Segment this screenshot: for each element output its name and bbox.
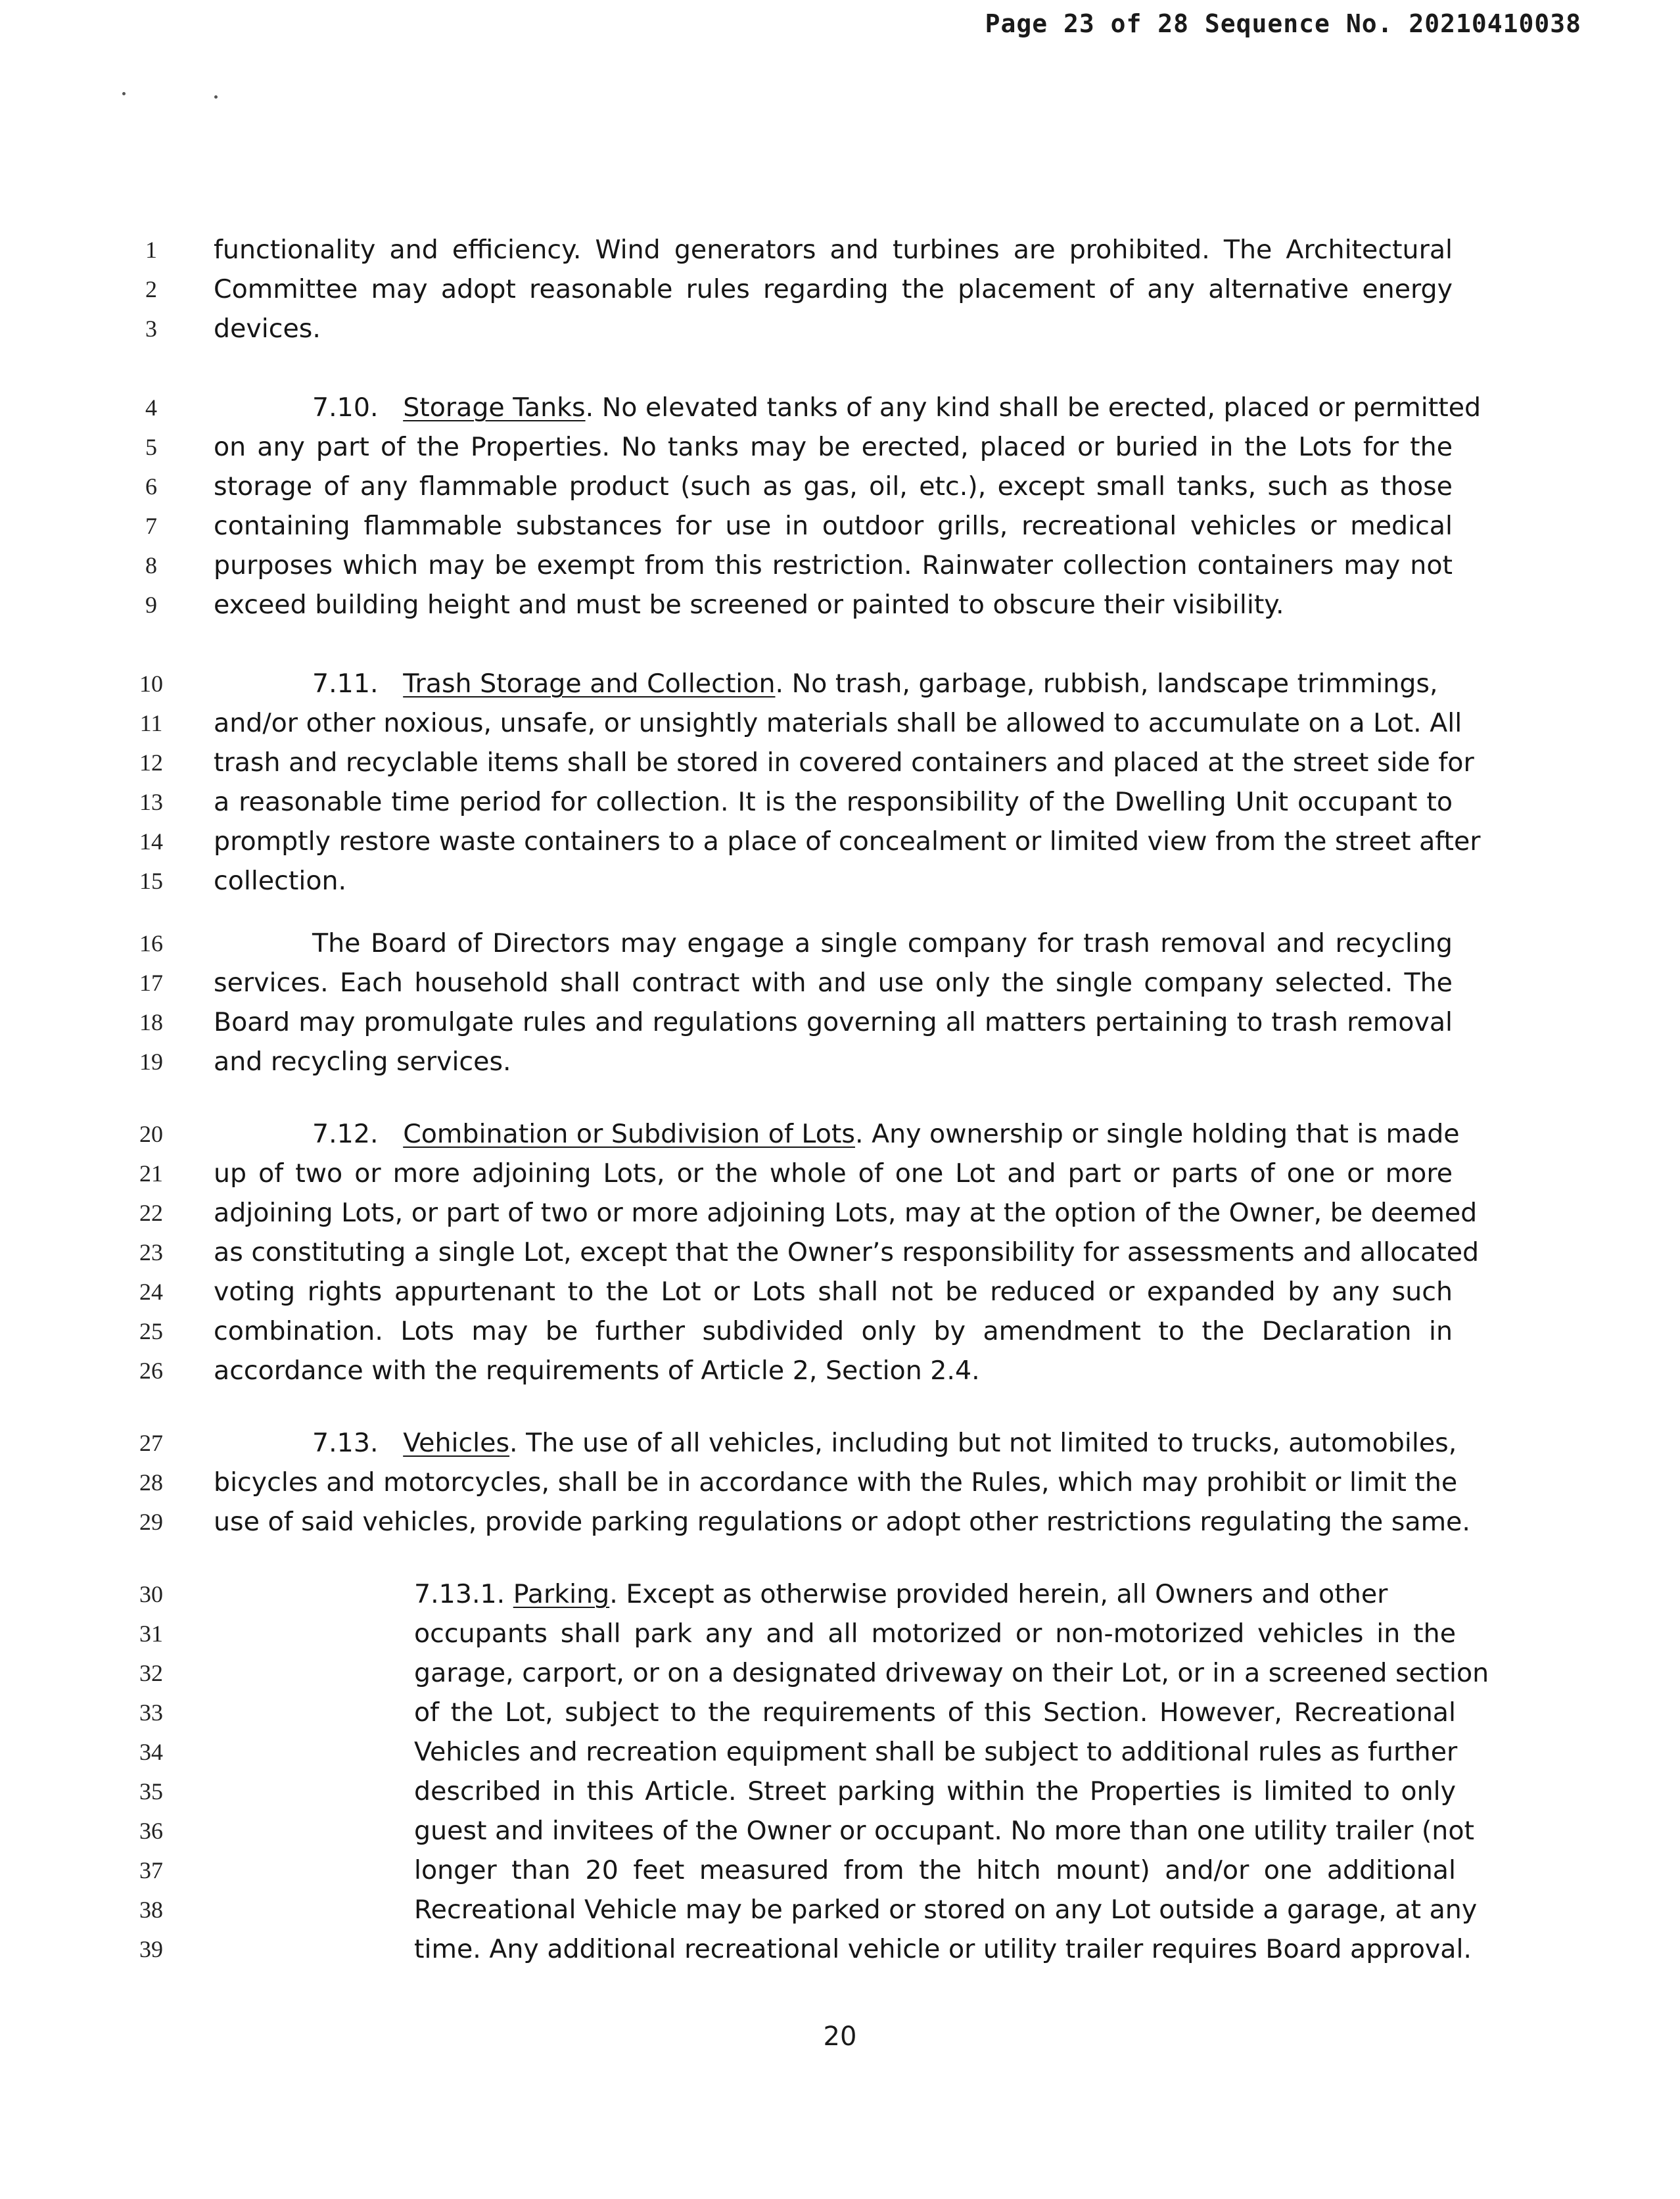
document-line [0, 1811, 1680, 1851]
line-number: 34 [139, 1739, 163, 1765]
document-line [0, 1653, 1680, 1693]
document-line [0, 1463, 1680, 1502]
line-text: devices. [214, 314, 321, 344]
document-line [0, 1502, 1680, 1542]
line-text: longer than 20 feet measured from the hitch mount) and/or one additional [414, 1855, 1456, 1885]
line-number: 23 [139, 1239, 163, 1265]
line-text: of the Lot, subject to the requirements of this Section. However, Recreational [414, 1697, 1456, 1728]
document-line [0, 1851, 1680, 1890]
document-line [0, 743, 1680, 782]
line-number: 29 [139, 1509, 163, 1535]
line-number: 26 [139, 1358, 163, 1384]
line-number: 2 [145, 276, 157, 302]
line-text: functionality and efficiency. Wind generators and turbines are prohibited. The Architectural [214, 235, 1453, 265]
document-line [0, 664, 1680, 703]
document-line [0, 963, 1680, 1003]
line-text: Committee may adopt reasonable rules regarding the placement of any alternative energy [214, 274, 1453, 304]
line-number: 25 [139, 1318, 163, 1344]
section-heading-7-10 [312, 388, 1482, 427]
document-line [0, 1890, 1680, 1929]
line-number: 10 [139, 671, 163, 697]
document-line [0, 1312, 1680, 1351]
document-line [0, 1003, 1680, 1042]
line-number: 39 [139, 1936, 163, 1962]
document-line [0, 309, 1680, 348]
document-line [0, 1423, 1680, 1463]
section-title: Parking [513, 1579, 610, 1609]
line-text: described in this Article. Street parking within the Properties is limited to only [414, 1776, 1456, 1807]
section-heading-7-11 [312, 664, 1453, 703]
line-number: 36 [139, 1818, 163, 1844]
line-number: 6 [145, 473, 157, 500]
document-line [0, 1574, 1680, 1614]
line-text: and recycling services. [214, 1047, 511, 1077]
line-number: 13 [139, 789, 163, 815]
document-line [0, 1042, 1680, 1081]
page-header: Page 23 of 28 Sequence No. 20210410038 [985, 9, 1581, 38]
line-text: adjoining Lots, or part of two or more adjoining Lots, may at the option of the Owner, be deemed [214, 1198, 1478, 1228]
document-line [0, 585, 1680, 625]
line-number: 12 [139, 749, 163, 776]
line-text: bicycles and motorcycles, shall be in accordance with the Rules, which may prohibit or limit the [214, 1467, 1458, 1498]
line-number: 19 [139, 1049, 163, 1075]
section-heading-7-13 [312, 1423, 1457, 1463]
line-text: services. Each household shall contract with and use only the single company selected. The [214, 968, 1453, 998]
document-line [0, 1929, 1680, 1969]
line-text: accordance with the requirements of Article 2, Section 2.4. [214, 1356, 980, 1386]
line-text: voting rights appurtenant to the Lot or Lots shall not be reduced or expanded by any such [214, 1277, 1453, 1307]
document-line [0, 546, 1680, 585]
line-number: 3 [145, 316, 157, 342]
document-line [0, 1614, 1680, 1653]
section-number: 7.13.1. [414, 1579, 513, 1609]
line-text: Vehicles and recreation equipment shall be subject to additional rules as further [414, 1737, 1458, 1767]
document-line [0, 467, 1680, 506]
line-number: 14 [139, 828, 163, 855]
document-line [0, 924, 1680, 963]
section-title: Combination or Subdivision of Lots [403, 1119, 855, 1149]
line-number: 4 [145, 394, 157, 421]
line-text: The Board of Directors may engage a single company for trash removal and recycling [312, 928, 1453, 958]
document-line [0, 861, 1680, 901]
document-line [0, 1114, 1680, 1154]
line-text: time. Any additional recreational vehicle or utility trailer requires Board approval. [414, 1934, 1472, 1964]
line-text: and/or other noxious, unsafe, or unsightly materials shall be allowed to accumulate on a Lot. All [214, 708, 1462, 738]
document-line [0, 506, 1680, 546]
document-line [0, 1233, 1680, 1272]
line-number: 28 [139, 1469, 163, 1496]
line-text: . No elevated tanks of any kind shall be erected, placed or permitted [585, 392, 1482, 423]
document-line [0, 782, 1680, 822]
line-text: as constituting a single Lot, except that the Owner’s responsibility for assessments and allocated [214, 1237, 1480, 1267]
line-text: Recreational Vehicle may be parked or stored on any Lot outside a garage, at any [414, 1895, 1478, 1925]
line-number: 24 [139, 1279, 163, 1305]
line-text: occupants shall park any and all motorized or non-motorized vehicles in the [414, 1619, 1456, 1649]
section-title: Vehicles [403, 1428, 510, 1458]
line-text: . The use of all vehicles, including but not limited to trucks, automobiles, [509, 1428, 1457, 1458]
section-heading-7-13-1 [414, 1574, 1456, 1614]
line-number: 27 [139, 1430, 163, 1456]
line-text: guest and invitees of the Owner or occupant. No more than one utility trailer (not [414, 1816, 1475, 1846]
document-line [0, 822, 1680, 861]
line-number: 20 [139, 1121, 163, 1147]
line-number: 22 [139, 1200, 163, 1226]
line-text: collection. [214, 866, 347, 896]
line-text: garage, carport, or on a designated driveway on their Lot, or in a screened section [414, 1658, 1489, 1688]
line-number: 21 [139, 1160, 163, 1187]
line-number: 17 [139, 970, 163, 996]
section-number: 7.12. [312, 1119, 404, 1149]
line-text: use of said vehicles, provide parking regulations or adopt other restrictions regulating the same. [214, 1507, 1470, 1537]
line-text: purposes which may be exempt from this restriction. Rainwater collection containers may not [214, 550, 1453, 580]
document-line [0, 1272, 1680, 1312]
line-number: 7 [145, 513, 157, 539]
line-number: 37 [139, 1857, 163, 1883]
section-title: Trash Storage and Collection [403, 669, 776, 699]
document-line [0, 1732, 1680, 1772]
line-text: containing flammable substances for use in outdoor grills, recreational vehicles or medical [214, 511, 1453, 541]
document-line [0, 1772, 1680, 1811]
line-text: Board may promulgate rules and regulations governing all matters pertaining to trash removal [214, 1007, 1453, 1037]
line-text: a reasonable time period for collection. It is the responsibility of the Dwelling Unit occupant to [214, 787, 1453, 817]
line-text: combination. Lots may be further subdivided only by amendment to the Declaration in [214, 1316, 1453, 1346]
line-number: 38 [139, 1897, 163, 1923]
document-line [0, 1193, 1680, 1233]
line-number: 5 [145, 434, 157, 460]
section-heading-7-12 [312, 1114, 1460, 1154]
line-text: on any part of the Properties. No tanks may be erected, placed or buried in the Lots for the [214, 432, 1453, 462]
line-text: . Any ownership or single holding that is made [854, 1119, 1460, 1149]
section-title: Storage Tanks [403, 392, 586, 423]
line-number: 9 [145, 592, 157, 618]
line-number: 16 [139, 930, 163, 957]
line-text: storage of any flammable product (such as gas, oil, etc.), except small tanks, such as those [214, 471, 1453, 502]
page-number: 20 [823, 2022, 857, 2052]
document-line [0, 1693, 1680, 1732]
line-text: exceed building height and must be screened or painted to obscure their visibility. [214, 590, 1284, 620]
line-text: promptly restore waste containers to a place of concealment or limited view from the street after [214, 826, 1481, 857]
section-number: 7.10. [312, 392, 404, 423]
line-number: 35 [139, 1778, 163, 1805]
line-number: 1 [145, 237, 157, 263]
document-line [0, 1154, 1680, 1193]
section-number: 7.13. [312, 1428, 404, 1458]
scan-speck [122, 92, 126, 95]
line-text: . Except as otherwise provided herein, all Owners and other [609, 1579, 1388, 1609]
document-line [0, 270, 1680, 309]
scan-speck [214, 95, 218, 99]
line-number: 11 [139, 710, 163, 736]
document-line [0, 230, 1680, 270]
line-text: trash and recyclable items shall be stored in covered containers and placed at the street side for [214, 747, 1474, 778]
line-text: . No trash, garbage, rubbish, landscape trimmings, [775, 669, 1438, 699]
line-number: 15 [139, 868, 163, 894]
document-line [0, 1351, 1680, 1390]
line-number: 30 [139, 1581, 163, 1607]
line-number: 33 [139, 1699, 163, 1726]
line-number: 18 [139, 1009, 163, 1035]
line-number: 32 [139, 1660, 163, 1686]
document-line [0, 427, 1680, 467]
line-text: up of two or more adjoining Lots, or the whole of one Lot and part or parts of one or more [214, 1158, 1453, 1189]
line-number: 31 [139, 1620, 163, 1647]
line-number: 8 [145, 552, 157, 579]
section-number: 7.11. [312, 669, 404, 699]
document-line [0, 388, 1680, 427]
document-line [0, 703, 1680, 743]
